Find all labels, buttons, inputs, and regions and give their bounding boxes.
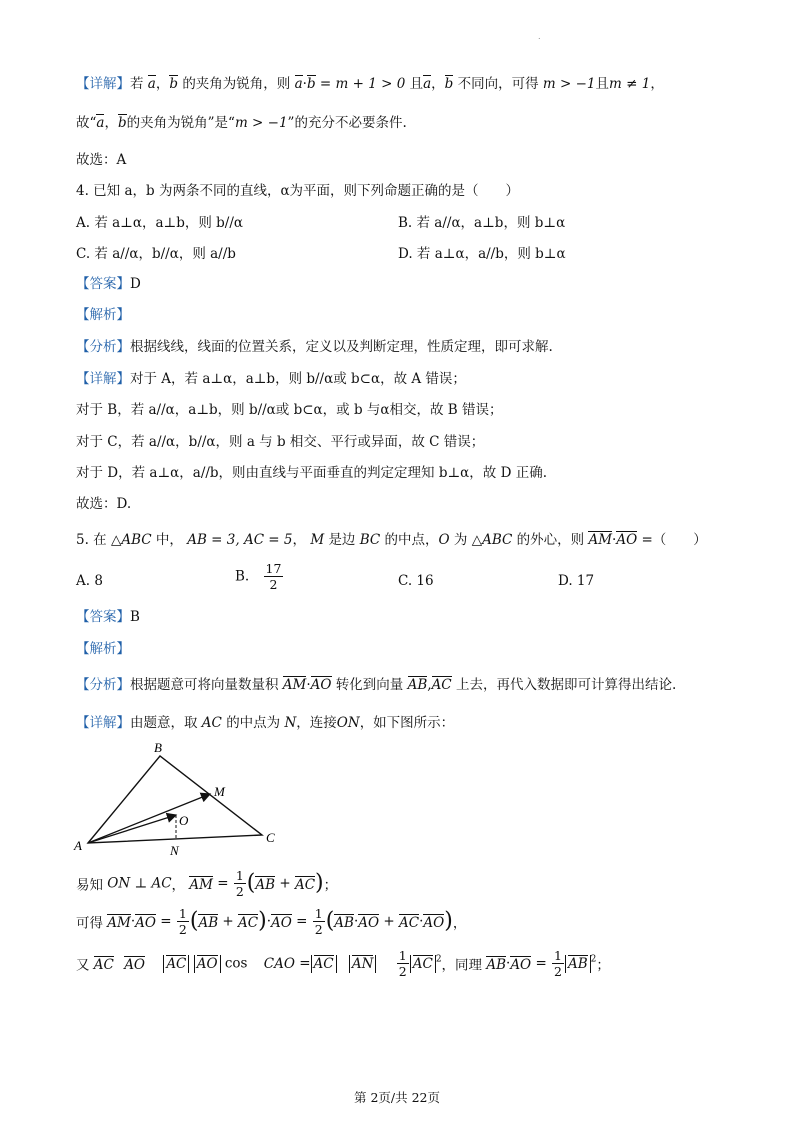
q4-detail-b: 对于 B，若 a//α，a⊥b，则 b//α或 b⊂α，或 b 与α相交，故 B 错误； — [76, 402, 503, 418]
page-footer: 第 2页/共 22页 — [353, 1090, 441, 1105]
q5-detail-intro: 【详解】由题意，取 AC 的中点为 N，连接ON，如下图所示： — [76, 715, 455, 731]
formula-line-1: 易知 ON ⊥ AC， AM = $\frac{1}{2}$ (AB + AC)； — [76, 868, 338, 899]
prev-detail-line1: 【详解】若 a，b 的夹角为锐角，则 a·b = m + 1 > 0 且a，b 不同向，可得 m > −1且m ≠ 1， — [76, 76, 664, 92]
label-c: C — [266, 830, 275, 845]
q4-detail-c: 对于 C，若 a//α，b//α，则 a 与 b 相交、平行或异面，故 C 错误； — [76, 434, 485, 450]
q4-detail-d: 对于 D，若 a⊥α，a//b，则由直线与平面垂直的判定定理知 b⊥α，故 D 正确. — [76, 465, 547, 481]
q5-option-d: D. 17 — [558, 573, 595, 589]
q5-fenxi: 【分析】根据题意可将向量数量积 AM·AO 转化到向量 AB,AC 上去，再代入数据即可计算得出结论. — [76, 677, 677, 693]
label-m: M — [214, 784, 225, 799]
vector-am — [88, 794, 210, 843]
q4-fenxi: 【分析】根据线线，线面的位置关系，定义以及判断定理，性质定理，即可求解. — [76, 339, 553, 355]
q4-stem: 4. 已知 a，b 为两条不同的直线，α为平面，则下列命题正确的是（ ） — [76, 183, 520, 199]
triangle-abc — [88, 756, 262, 843]
q5-answer: 【答案】B — [76, 609, 140, 625]
q4-option-c: C. 若 a//α，b//α，则 a//b — [76, 246, 236, 262]
q4-detail-a: 【详解】对于 A，若 a⊥α，a⊥b，则 b//α或 b⊂α，故 A 错误； — [76, 371, 466, 387]
q4-answer: 【答案】D — [76, 276, 141, 292]
speck: . — [538, 32, 541, 41]
formula-line-2: 可得 AM·AO = $\frac{1}{2}$ (AB + AC)·AO = $\frac{1}{2}$ (AB·AO + AC·AO)， — [76, 906, 467, 937]
q5-stem: 5. 在 △ABC 中， AB = 3, AC = 5， M 是边 BC 的中点，O 为 △ABC 的外心，则 AM·AO =（ ） — [76, 532, 707, 548]
q4-option-a: A. 若 a⊥α，a⊥b，则 b//α — [76, 215, 244, 231]
triangle-figure — [70, 738, 290, 860]
formula-line-3: 又 AC AO AC AO cos CAO = AC AN $\frac{1}{2}$ AC $^2$，同理 AB·AO = $\frac{1}{2}$ AB $^2$； — [76, 948, 610, 979]
label-a: A — [74, 838, 82, 853]
q4-choose: 故选：D. — [76, 496, 132, 512]
q4-option-b: B. 若 a//α，a⊥b，则 b⊥α — [398, 215, 566, 231]
q5-option-b: B. $\frac{17}{2}$ — [235, 561, 282, 592]
q5-analysis-tag: 【解析】 — [76, 641, 130, 657]
q5-option-c: C. 16 — [398, 573, 434, 589]
q4-option-d: D. 若 a⊥α，a//b，则 b⊥α — [398, 246, 566, 262]
prev-detail-line2: 故“a，b的夹角为锐角”是“m > −1”的充分不必要条件. — [76, 115, 407, 131]
q4-analysis-tag: 【解析】 — [76, 307, 130, 323]
q5-option-a: A. 8 — [76, 573, 103, 589]
detail-tag: 【详解】 — [76, 76, 130, 92]
label-b: B — [154, 740, 162, 755]
vector-ao — [88, 815, 176, 843]
label-o: O — [179, 813, 189, 828]
choose-a: 故选：A — [76, 152, 127, 168]
label-n: N — [170, 843, 179, 858]
